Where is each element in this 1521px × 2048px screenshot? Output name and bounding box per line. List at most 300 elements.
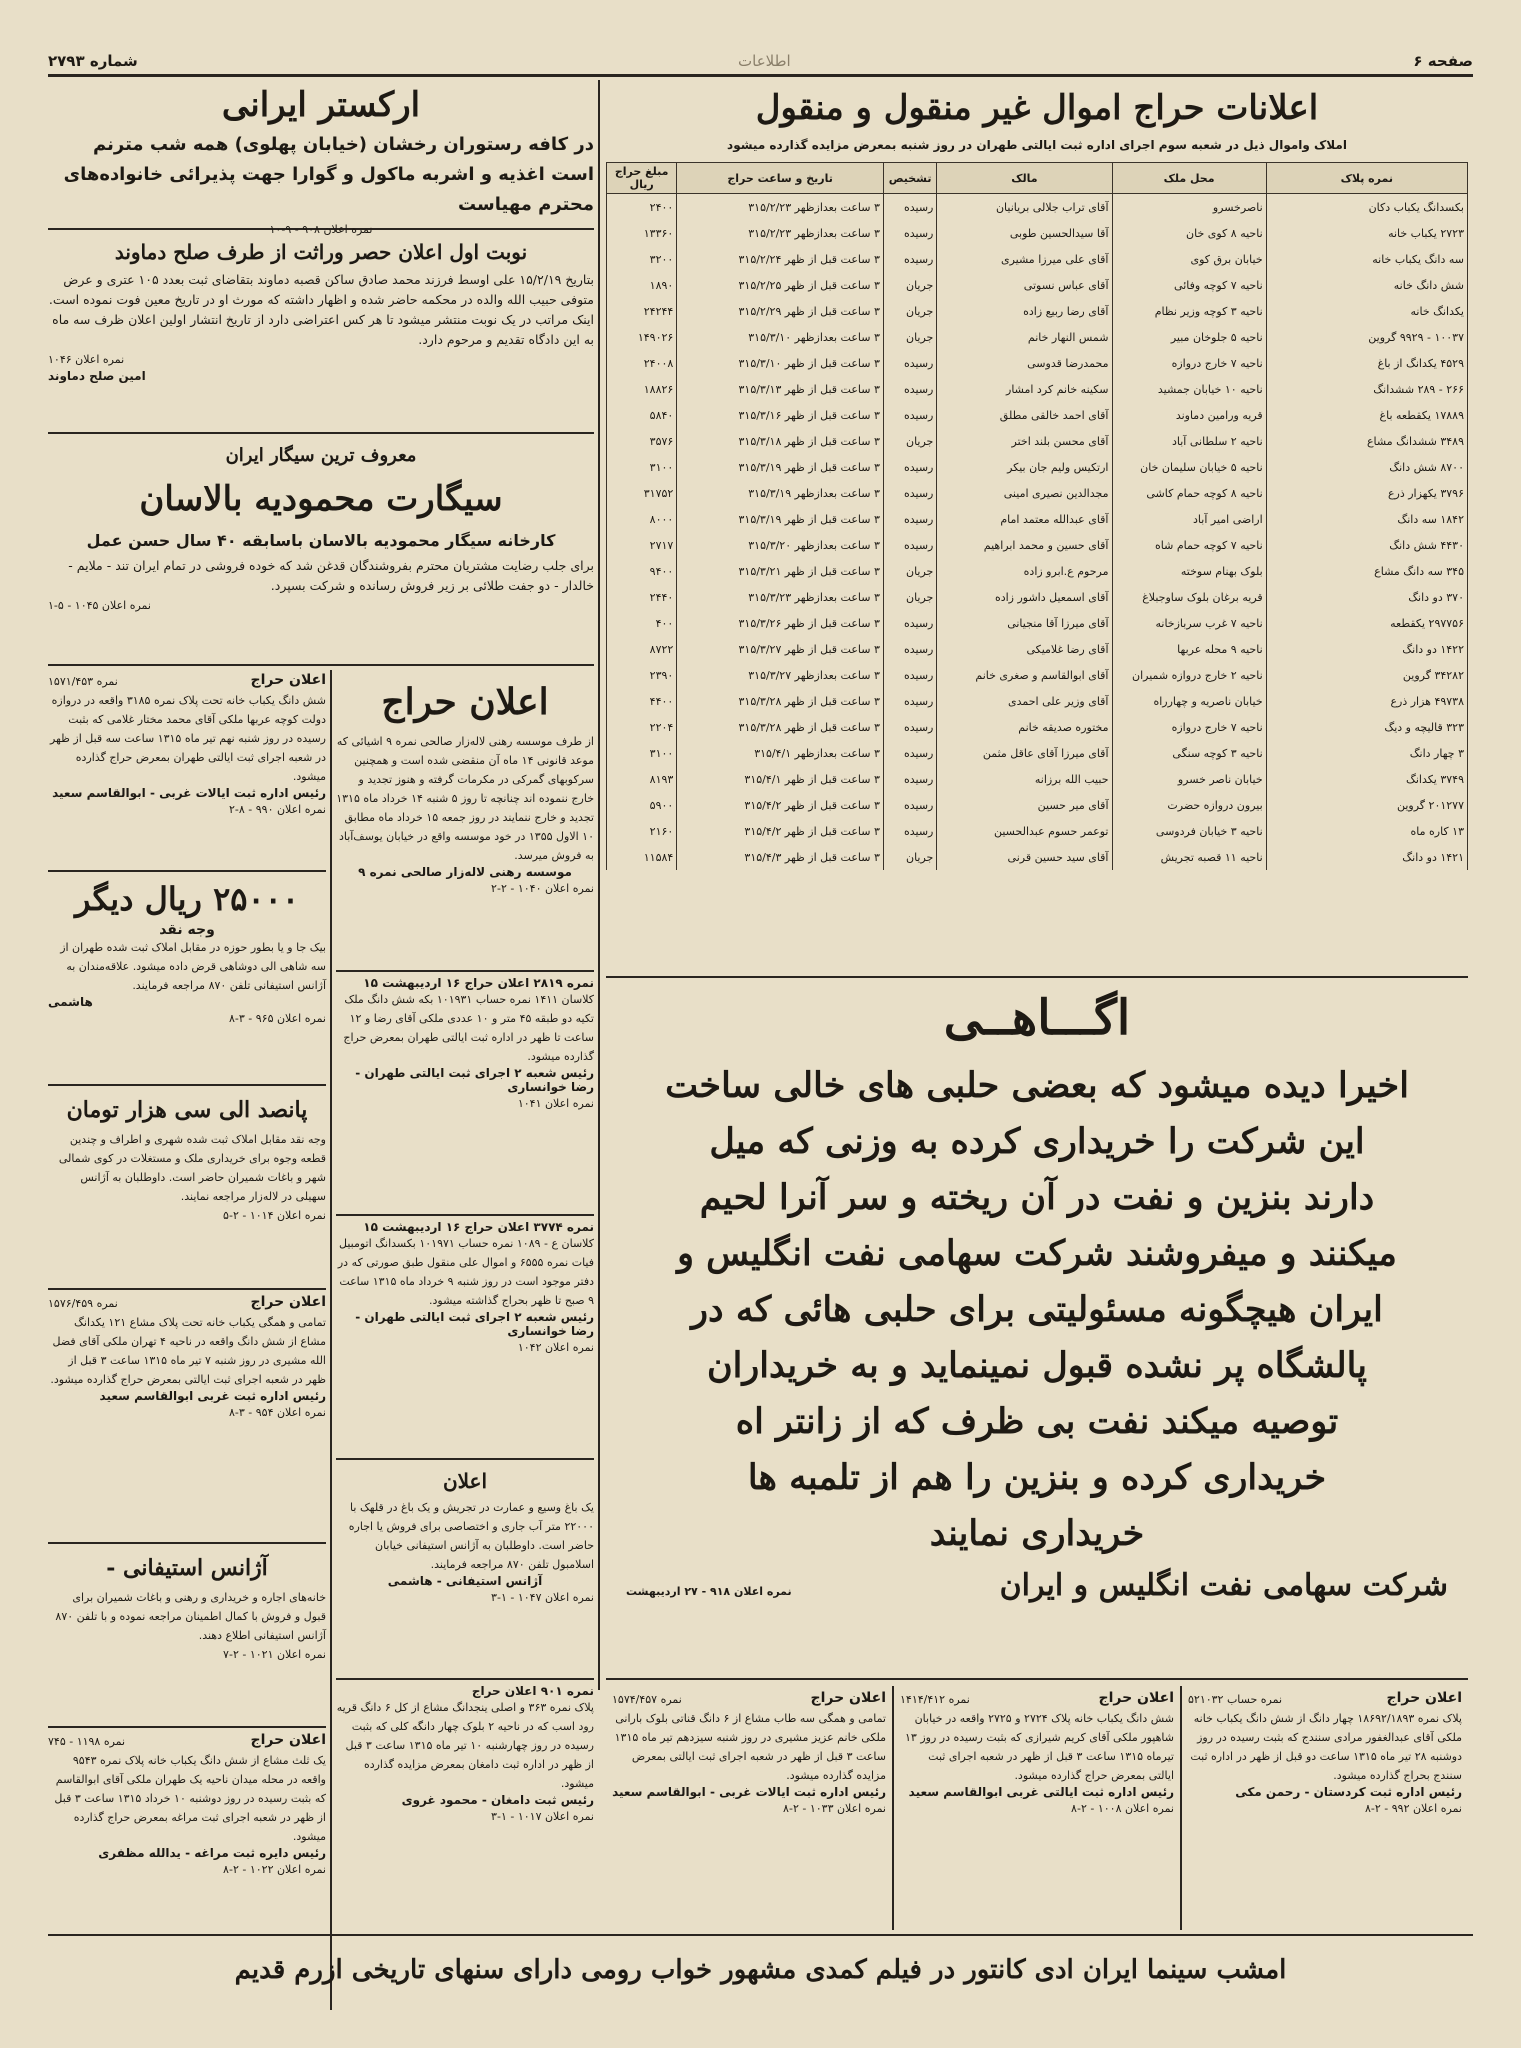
- cell-plate: ۱۴۲۱ دو دانگ: [1266, 844, 1467, 870]
- cell-status: رسیده: [883, 454, 936, 480]
- cell-location: ناصرخسرو: [1112, 194, 1266, 221]
- bottom-ad-footer: نمره اعلان ۹۹۲ - ۲-۸: [1364, 1802, 1462, 1815]
- ad-auction-left3-title: اعلان حراج: [250, 1732, 326, 1748]
- cell-owner: توعمر حسوم عبدالحسین: [937, 818, 1112, 844]
- table-row: [607, 454, 1468, 480]
- cell-plate: بکسدانگ یکباب دکان: [1266, 194, 1467, 221]
- cell-location: ناحیه ۷ کوچه حمام شاه: [1112, 532, 1266, 558]
- cell-plate: ۳۷۰ دو دانگ: [1266, 584, 1467, 610]
- bottom-ad-footer: نمره اعلان ۱۰۰۸ - ۲-۸: [1071, 1802, 1174, 1815]
- table-row: [607, 844, 1468, 870]
- table-row: [607, 428, 1468, 454]
- page-header: [48, 52, 1473, 74]
- col-status: تشخیص: [883, 163, 936, 194]
- cell-price: ۳۱۰۰: [607, 454, 677, 480]
- cell-location: خیابان ناصر خسرو: [1112, 766, 1266, 792]
- cell-plate: ۲۰۱۲۷۷ گروین: [1266, 792, 1467, 818]
- ad-center-4: [336, 1464, 594, 1680]
- cell-status: جریان: [883, 272, 936, 298]
- cell-date: ۳ ساعت قبل از ظهر ۳۱۵/۲/۲۵: [677, 272, 884, 298]
- cell-plate: ۲۶۶ - ۲۸۹ ششدانگ: [1266, 376, 1467, 402]
- cell-status: جریان: [883, 558, 936, 584]
- ad-center-big-footer: نمره اعلان ۱۰۴۰ - ۲-۲: [491, 882, 594, 895]
- cell-price: ۱۸۹۰: [607, 272, 677, 298]
- cell-owner: ارتکیس ولیم جان بیکر: [937, 454, 1112, 480]
- col-location: محل ملک: [1112, 163, 1266, 194]
- cell-location: ناحیه ۷ خارج دروازه: [1112, 714, 1266, 740]
- cell-location: ناحیه ۲ سلطانی آباد: [1112, 428, 1266, 454]
- table-row: [607, 766, 1468, 792]
- table-row: [607, 818, 1468, 844]
- ad-reward-signature: هاشمی: [48, 995, 93, 1009]
- cell-date: ۳ ساعت قبل از ظهر ۳۱۵/۲/۲۴: [677, 246, 884, 272]
- ad-auction-left-body: شش دانگ یکباب خانه تحت پلاک نمره ۳۱۸۵ واقعه در دروازه دولت کوچه عربها ملکی آقای محمد مختار غلامی که بثبت رسیده در روز شنبه نهم تیر ماه ۱۳۱۵ ساعت سه قبل از ظهر در شعبه اجرای ثبت ایالتی طهران بمعرض حراج گذارده میشود.: [49, 694, 326, 783]
- table-row: [607, 402, 1468, 428]
- ad-center-3-body: کلاسان ع - ۱۰۸۹ نمره حساب ۱۰۱۹۷۱ بکسدانگ اتومبیل فیات نمره ۶۵۵۵ و اموال علی منقول طبق صورتی که در دفتر موجود است در روز شنبه ۹ خرداد ماه ۱۳۱۵ ساعت ۹ صبح تا ظهر بحراج گذاشته میشود.: [337, 1237, 594, 1307]
- ad-center-2: [336, 976, 594, 1216]
- notice-title: اگـــاهــی: [943, 990, 1131, 1046]
- ad-auction-left2-number: نمره ۱۵۷۶/۴۵۹: [48, 1297, 118, 1310]
- ad-center-big: [336, 672, 594, 972]
- cell-plate: ۱۴۲۲ دو دانگ: [1266, 636, 1467, 662]
- cell-plate: ۳۷۴۹ یکدانگ: [1266, 766, 1467, 792]
- cell-owner: آقای سید حسین قرنی: [937, 844, 1112, 870]
- ad-center-4-signature: آژانس استیفانی - هاشمی: [387, 1574, 543, 1588]
- cell-plate: ۱۷۸۸۹ یکقطعه باغ: [1266, 402, 1467, 428]
- cell-price: ۸۱۹۳: [607, 766, 677, 792]
- notice-line: دارند بنزین و نفت در آن ریخته و سر آنرا لحیم: [699, 1177, 1375, 1218]
- table-header-row: [607, 163, 1468, 194]
- cell-price: ۲۴۰۰: [607, 194, 677, 221]
- inheritance-signature: امین صلح دماوند: [48, 369, 146, 383]
- bottom-ad-title: اعلان حراج: [1098, 1690, 1174, 1706]
- oil-company-notice: [606, 976, 1468, 1680]
- inheritance-notice: [48, 234, 594, 434]
- bottom-ad: [892, 1686, 1180, 1930]
- cell-plate: ۳۴۵ سه دانگ مشاع: [1266, 558, 1467, 584]
- cell-status: رسیده: [883, 636, 936, 662]
- cell-price: ۸۷۲۲: [607, 636, 677, 662]
- cell-date: ۳ ساعت قبل از ظهر ۳۱۵/۴/۳: [677, 844, 884, 870]
- cell-location: بیرون دروازه حضرت: [1112, 792, 1266, 818]
- cell-status: رسیده: [883, 532, 936, 558]
- notice-line: این شرکت را خریداری کرده به وزنی که میل: [709, 1121, 1365, 1162]
- bottom-ad-title: اعلان حراج: [810, 1690, 886, 1706]
- cigarette-body: برای جلب رضایت مشتریان محترم بفروشندگان قدغن شد که خوده فروشی در تمام ایران تند - ملایم - خالدار - دو جفت طلائی بر زیر فروش رسانده و شرکت بسپرد.: [68, 558, 594, 593]
- table-row: [607, 558, 1468, 584]
- cell-price: ۳۵۷۶: [607, 428, 677, 454]
- cell-date: ۳ ساعت قبل از ظهر ۳۱۵/۳/۱۳: [677, 376, 884, 402]
- cell-price: ۲۴۰۰۸: [607, 350, 677, 376]
- cell-date: ۳ ساعت بعدازظهر ۳۱۵/۴/۱: [677, 740, 884, 766]
- issue-number: شماره ۲۷۹۳: [48, 52, 138, 70]
- orchestra-footer: نمره اعلان ۹۰۸ - ۹-۱۰: [269, 223, 373, 236]
- table-row: [607, 532, 1468, 558]
- notice-footer: نمره اعلان ۹۱۸ - ۲۷ اردیبهشت: [626, 1585, 792, 1598]
- bottom-ad: [1180, 1686, 1468, 1930]
- cell-status: رسیده: [883, 766, 936, 792]
- cell-location: ناحیه ۷ غرب سربازخانه: [1112, 610, 1266, 636]
- cell-owner: آقای رضا ربیع زاده: [937, 298, 1112, 324]
- ad-reward-body: بیک جا و یا بطور حوزه در مقابل املاک ثبت شده طهران از سه شاهی الی دوشاهی قرض داده میشود. علاقه‌مندان به آژانس استیفانی تلفن ۸۷۰ مراجعه فرمایند.: [60, 941, 326, 992]
- ad-agency-title: آژانس استیفانی -: [106, 1555, 268, 1581]
- cell-date: ۳ ساعت قبل از ظهر ۳۱۵/۲/۲۹: [677, 298, 884, 324]
- cell-status: رسیده: [883, 402, 936, 428]
- cell-status: رسیده: [883, 610, 936, 636]
- ad-center-5-title: نمره ۹۰۱ اعلان حراج: [471, 1684, 594, 1698]
- orchestra-ad: [48, 80, 594, 236]
- cell-plate: ۳۷۹۶ یکهزار ذرع: [1266, 480, 1467, 506]
- cell-price: ۱۳۳۶۰: [607, 220, 677, 246]
- cell-price: ۵۹۰۰: [607, 792, 677, 818]
- cell-owner: مجدالدین نصیری امینی: [937, 480, 1112, 506]
- cell-date: ۳ ساعت قبل از ظهر ۳۱۵/۳/۲۱: [677, 558, 884, 584]
- cell-plate: ۸۷۰۰ شش دانگ: [1266, 454, 1467, 480]
- cigarette-ad: [48, 440, 594, 666]
- table-row: [607, 350, 1468, 376]
- ad-center-5: [336, 1684, 594, 1932]
- ad-auction-left3-signature: رئیس دایره ثبت مراغه - یدالله مظفری: [98, 1846, 326, 1860]
- ad-center-5-signature: رئیس ثبت دامغان - محمود غروی: [401, 1793, 594, 1807]
- cell-location: اراضی امیر آباد: [1112, 506, 1266, 532]
- cigarette-kicker: معروف ترین سیگار ایران: [225, 445, 417, 466]
- table-row: [607, 272, 1468, 298]
- cell-location: ناحیه ۳ خیابان فردوسی: [1112, 818, 1266, 844]
- cell-price: ۳۱۷۵۲: [607, 480, 677, 506]
- bottom-ad-body: تمامی و همگی سه طاب مشاع از ۶ دانگ قناتی بلوک بارانی ملکی خانم عزیز مشیری در روز شنبه سیزدهم تیر ماه ۱۳۱۵ ساعت ۳ قبل از ظهر در شعبه اجرای ثبت ایالتی بمعرض مزایده گذارده میشود.: [614, 1712, 886, 1782]
- orchestra-body: در کافه رستوران رخشان (خیابان پهلوی) همه شب مترنم است اغذیه و اشربه ماکول و گوارا جهت پذیرائی خانواده‌های محترم مهیاست: [63, 134, 594, 215]
- ad-center-big-title: اعلان حراج: [381, 681, 549, 723]
- bottom-ad-title: اعلان حراج: [1386, 1690, 1462, 1706]
- cell-plate: ۲۹۷۷۵۶ یکقطعه: [1266, 610, 1467, 636]
- cell-price: ۹۴۰۰: [607, 558, 677, 584]
- cell-location: بلوک بهنام سوخته: [1112, 558, 1266, 584]
- cell-status: جریان: [883, 298, 936, 324]
- table-row: [607, 714, 1468, 740]
- cell-location: ناحیه ۷ خارج دروازه: [1112, 350, 1266, 376]
- cell-location: ناحیه ۱۱ قصبه تجریش: [1112, 844, 1266, 870]
- cell-price: ۲۲۰۴: [607, 714, 677, 740]
- cell-owner: آقای میر حسین: [937, 792, 1112, 818]
- cell-owner: آقای میرزا آقای عاقل مثمن: [937, 740, 1112, 766]
- bottom-ad-body: پلاک نمره ۱۸۶۹۲/۱۸۹۳ چهار دانگ از شش دانگ یکباب خانه ملکی آقای عبدالغفور مرادی سنندج که بثبت رسیده در روز دوشنبه ۲۸ تیر ماه ۱۳۱۵ ساعت دو قبل از ظهر در اداره ثبت سنندج بحراج گذارده میشود.: [1190, 1712, 1462, 1782]
- ad-center-2-body: کلاسان ۱۴۱۱ نمره حساب ۱۰۱۹۳۱ بکه شش دانگ ملک تکیه دو طبقه ۴۵ متر و ۱۰ عددی ملکی آقای رضا و ۱۲ ساعت تا ظهر در اداره ثبت ایالتی طهران بمعرض حراج گذارده میشود.: [343, 993, 594, 1063]
- cell-owner: آقای میرزا آقا منجیانی: [937, 610, 1112, 636]
- cell-plate: ۳۲۳ قالیچه و دیگ: [1266, 714, 1467, 740]
- cell-owner: آقای احمد خالقی مطلق: [937, 402, 1112, 428]
- bottom-ads-row: [606, 1686, 1468, 1930]
- cell-location: ناحیه ۳ کوچه سنگی: [1112, 740, 1266, 766]
- cell-date: ۳ ساعت بعدازظهر ۳۱۵/۳/۲۷: [677, 662, 884, 688]
- cell-price: ۱۱۵۸۴: [607, 844, 677, 870]
- cell-date: ۳ ساعت قبل از ظهر ۳۱۵/۴/۱: [677, 766, 884, 792]
- cell-date: ۳ ساعت قبل از ظهر ۳۱۵/۳/۱۸: [677, 428, 884, 454]
- cell-price: ۱۴۹۰۲۶: [607, 324, 677, 350]
- page-number: صفحه ۶: [1413, 52, 1473, 70]
- ad-auction-left-number: نمره ۱۵۷۱/۴۵۳: [48, 675, 118, 688]
- cell-plate: ۱۸۴۲ سه دانگ: [1266, 506, 1467, 532]
- cell-status: رسیده: [883, 818, 936, 844]
- table-row: [607, 480, 1468, 506]
- inheritance-body: بتاریخ ۱۵/۲/۱۹ علی اوسط فرزند محمد صادق ساکن قصبه دماوند بتقاضای ثبت بعدد ۱۰۵ عتری و عرض متوفی حبیب الله والده در محکمه حاضر شده و اظهار داشته که مورث او در تاریخ معین فوت نموده است. اینک مراتب در یک نوبت منتشر میشود تا هر کس اعتراضی دارد از تاریخ انتشار اولین اعلان ظرف سه ماه به این دادگاه تقدیم و مرحوم دارد.: [48, 272, 594, 347]
- cell-owner: آقای ابوالقاسم و صغری خانم: [937, 662, 1112, 688]
- cell-date: ۳ ساعت بعدازظهر ۳۱۵/۳/۱۹: [677, 480, 884, 506]
- cell-location: خیابان ناصریه و چهارراه: [1112, 688, 1266, 714]
- notice-line: میکنند و میفروشند شرکت سهامی نفت انگلیس و: [677, 1233, 1397, 1274]
- cell-location: ناحیه ۲ خارج دروازه شمیران: [1112, 662, 1266, 688]
- cell-date: ۳ ساعت قبل از ظهر ۳۱۵/۳/۱۰: [677, 350, 884, 376]
- cell-plate: ۴۴۳۰ شش دانگ: [1266, 532, 1467, 558]
- cell-plate: ۳ چهار دانگ: [1266, 740, 1467, 766]
- cell-owner: مختوره صدیقه خانم: [937, 714, 1112, 740]
- cell-price: ۲۷۱۷: [607, 532, 677, 558]
- ad-auction-left-title: اعلان حراج: [250, 672, 326, 688]
- cell-plate: ۴۹۷۳۸ هزار ذرع: [1266, 688, 1467, 714]
- cell-price: ۳۱۰۰: [607, 740, 677, 766]
- ad-auction-left: [48, 672, 326, 872]
- cell-status: رسیده: [883, 714, 936, 740]
- cell-location: ناحیه ۱۰ خیابان جمشید: [1112, 376, 1266, 402]
- cell-owner: آقای علی میرزا مشیری: [937, 246, 1112, 272]
- cell-price: ۴۴۰۰: [607, 688, 677, 714]
- cell-date: ۳ ساعت بعدازظهر ۳۱۵/۳/۲۳: [677, 584, 884, 610]
- table-row: [607, 298, 1468, 324]
- table-row: [607, 506, 1468, 532]
- cell-status: رسیده: [883, 662, 936, 688]
- bottom-ad-signature: رئیس اداره ثبت ایالات غربی - ابوالقاسم سعید: [612, 1785, 886, 1799]
- cell-price: ۵۸۴۰: [607, 402, 677, 428]
- ad-center-big-body: از طرف موسسه رهنی لاله‌زار صالحی نمره ۹ اشیائی که موعد قانونی ۱۴ ماه آن منقضی شده است و همچنین سرکوبهای گمرکی در مکرمات گرفته و هنوز تجدید و خارج ننموده اند چنانچه تا روز ۵ شنبه ۱۴ خرداد ماه ۱۳۱۵ تجدید و خارج ننمایند در روز جمعه ۱۵ خرداد ماه مطابق ۱۰ الاول ۱۳۵۵ در خود موسسه واقع در خیابان یوسف‌آباد به فروش میرسد.: [336, 735, 594, 862]
- col-date: تاریخ و ساعت حراج: [677, 163, 884, 194]
- ad-auction-left2: [48, 1294, 326, 1544]
- cell-owner: آقای محسن بلند اختر: [937, 428, 1112, 454]
- cell-plate: شش دانگ خانه: [1266, 272, 1467, 298]
- cell-status: جریان: [883, 844, 936, 870]
- ad-reward-subtitle: وجه نقد: [159, 922, 215, 938]
- cell-plate: ۲۷۲۳ یکباب خانه: [1266, 220, 1467, 246]
- table-row: [607, 324, 1468, 350]
- cell-date: ۳ ساعت قبل از ظهر ۳۱۵/۳/۱۹: [677, 506, 884, 532]
- ad-auction-left3-number: نمره ۱۱۹۸ - ۷۴۵: [48, 1735, 126, 1748]
- cell-date: ۳ ساعت بعدازظهر ۳۱۵/۳/۲۰: [677, 532, 884, 558]
- cell-owner: آقای اسمعیل داشور زاده: [937, 584, 1112, 610]
- cell-price: ۲۳۹۰: [607, 662, 677, 688]
- ad-auction-left-footer: نمره اعلان ۹۹۰ - ۸-۲: [228, 803, 326, 816]
- orchestra-title: ارکستر ایرانی: [221, 85, 421, 125]
- ad-auction-left-signature: رئیس اداره ثبت ایالات غربی - ابوالقاسم سعید: [52, 786, 326, 800]
- cell-status: رسیده: [883, 740, 936, 766]
- ad-thirty-title: پانصد الی سی هزار تومان: [66, 1097, 308, 1123]
- table-row: [607, 584, 1468, 610]
- cell-status: رسیده: [883, 350, 936, 376]
- table-row: [607, 688, 1468, 714]
- bottom-ad-body: شش دانگ یکباب خانه پلاک ۲۷۲۴ و ۲۷۲۵ واقعه در خیابان شاهپور ملکی آقای کریم شیرازی که بثبت رسیده در روز ۱۳ تیرماه ۱۳۱۵ ساعت ۳ قبل از ظهر در شعبه اجرای ثبت ایالتی بمعرض حراج گذارده میشود.: [905, 1712, 1174, 1782]
- ad-center-4-title: اعلان: [442, 1469, 488, 1493]
- cell-status: رسیده: [883, 480, 936, 506]
- table-row: [607, 220, 1468, 246]
- cell-status: رسیده: [883, 376, 936, 402]
- inheritance-footer: نمره اعلان ۱۰۴۶: [48, 353, 125, 366]
- cell-status: جریان: [883, 584, 936, 610]
- ad-agency: [48, 1548, 326, 1728]
- ad-center-5-body: پلاک نمره ۳۶۳ و اصلی ینجدانگ مشاع از کل ۶ دانگ قریه رود اسب که در ناحیه ۲ بلوک چهار دانگه کلی که بثبت رسیده در روز چهارشنبه ۱۰ تیر ماه ۱۳۱۵ ساعت ۳ قبل از ظهر در اداره ثبت دامغان بمعرض مزایده گذارده میشود.: [336, 1701, 594, 1790]
- ad-reward-title: ۲۵۰۰۰ ریال دیگر: [74, 880, 300, 918]
- cell-date: ۳ ساعت قبل از ظهر ۳۱۵/۴/۲: [677, 792, 884, 818]
- column-divider-mid: [598, 970, 600, 1690]
- banner-rule: [48, 1934, 1473, 1936]
- ad-auction-left3: [48, 1732, 326, 1932]
- ad-thirty-footer: نمره اعلان ۱۰۱۴ - ۲-۵: [223, 1209, 326, 1222]
- cell-owner: مرحوم ع.ابرو زاده: [937, 558, 1112, 584]
- ad-center-3-signature: رئیس شعبه ۲ اجرای ثبت ایالتی طهران - رضا خوانساری: [355, 1310, 594, 1338]
- table-row: [607, 610, 1468, 636]
- cell-date: ۳ ساعت قبل از ظهر ۳۱۵/۳/۲۶: [677, 610, 884, 636]
- cell-price: ۳۲۰۰: [607, 246, 677, 272]
- cell-price: ۲۱۶۰: [607, 818, 677, 844]
- cell-location: ناحیه ۸ کوی خان: [1112, 220, 1266, 246]
- cell-status: رسیده: [883, 506, 936, 532]
- notice-line: پالشگاه پر نشده قبول نمینماید و به خریداران: [706, 1345, 1368, 1386]
- cell-status: رسیده: [883, 194, 936, 221]
- ad-auction-left2-footer: نمره اعلان ۹۵۴ - ۳-۸: [228, 1406, 326, 1419]
- cinema-banner: امشب سینما ایران ادی کانتور در فیلم کمدی مشهور خواب رومی دارای سنهای تاریخی ازرم قدیم: [234, 1955, 1287, 1985]
- ad-center-big-signature: موسسه رهنی لاله‌زار صالحی نمره ۹: [358, 865, 572, 879]
- masthead-mark: اطلاعات: [738, 52, 791, 70]
- table-row: [607, 636, 1468, 662]
- cell-date: ۳ ساعت قبل از ظهر ۳۱۵/۳/۲۸: [677, 688, 884, 714]
- bottom-ad-number: نمره ۱۵۷۴/۴۵۷: [612, 1693, 682, 1706]
- cell-owner: حبیب الله برزانه: [937, 766, 1112, 792]
- ad-auction-left2-body: تمامی و همگی یکباب خانه تحت پلاک مشاع ۱۲۱ یکدانگ مشاع از شش دانگ واقعه در ناحیه ۴ تهران ملکی آقای فضل الله مشیری در روز شنبه ۷ تیر ماه ۱۳۱۵ ساعت ۳ قبل از ظهر در شعبه اجرای ثبت ایالتی بمعرض حراج گذارده میشود.: [50, 1316, 326, 1386]
- cell-location: ناحیه ۹ محله عربها: [1112, 636, 1266, 662]
- table-row: [607, 792, 1468, 818]
- cell-status: رسیده: [883, 688, 936, 714]
- ad-agency-body: خانه‌های اجاره و خریداری و رهنی و باغات شمیران برای قبول و فروش با کمال اطمینان مراجعه نموده و با تلفن ۸۷۰ آژانس استیفانی اطلاع دهند.: [55, 1591, 326, 1642]
- ad-center-2-title: نمره ۲۸۱۹ اعلان حراج ۱۶ اردیبهشت ۱۵: [363, 976, 594, 990]
- cell-date: ۳ ساعت بعدازظهر ۳۱۵/۲/۲۳: [677, 220, 884, 246]
- col-price: مبلغ حراج ریال: [607, 163, 677, 194]
- ad-agency-footer: نمره اعلان ۱۰۲۱ - ۲-۷: [223, 1648, 326, 1661]
- ad-center-3-footer: نمره اعلان ۱۰۴۲: [517, 1341, 594, 1354]
- ad-auction-left3-body: یک ثلث مشاع از شش دانگ یکباب خانه پلاک نمره ۹۵۴۳ واقعه در محله میدان ناحیه یک طهران ملکی آقای ابوالقاسم که بثبت رسیده در روز دوشنبه ۱۰ خرداد ۱۳۱۵ ساعت ۳ قبل از ظهر در شعبه اجرای ثبت مراغه بمعرض حراج گذارده میشود.: [54, 1754, 326, 1843]
- notice-line: خریداری کرده و بنزین را هم از تلمبه ها: [747, 1457, 1327, 1498]
- bottom-ad-number: نمره ۱۴۱۴/۴۱۲: [900, 1693, 970, 1706]
- cell-plate: سه دانگ یکباب خانه: [1266, 246, 1467, 272]
- cell-location: ناحیه ۵ خیابان سلیمان خان: [1112, 454, 1266, 480]
- notice-line: خریداری نمایند: [929, 1513, 1145, 1554]
- cell-date: ۳ ساعت قبل از ظهر ۳۱۵/۴/۲: [677, 818, 884, 844]
- cell-status: جریان: [883, 324, 936, 350]
- cell-owner: آقای رضا غلامیکی: [937, 636, 1112, 662]
- ad-center-4-footer: نمره اعلان ۱۰۴۷ - ۱-۳: [491, 1591, 594, 1604]
- cell-plate: ۴۵۲۹ یکدانگ از باغ: [1266, 350, 1467, 376]
- table-row: [607, 194, 1468, 221]
- ad-auction-left2-signature: رئیس اداره ثبت غربی ابوالقاسم سعید: [99, 1389, 326, 1403]
- cigarette-line: کارخانه سیگار محمودیه بالاسان باسابقه ۴۰ سال حسن عمل: [86, 531, 556, 550]
- cell-location: قریه برغان بلوک ساوجبلاغ: [1112, 584, 1266, 610]
- ad-center-2-footer: نمره اعلان ۱۰۴۱: [517, 1097, 594, 1110]
- ad-thirty: [48, 1090, 326, 1290]
- cell-price: ۱۸۸۲۶: [607, 376, 677, 402]
- table-row: [607, 662, 1468, 688]
- cell-date: ۳ ساعت بعدازظهر ۳۱۵/۳/۱۰: [677, 324, 884, 350]
- cell-status: رسیده: [883, 246, 936, 272]
- cell-date: ۳ ساعت قبل از ظهر ۳۱۵/۳/۲۷: [677, 636, 884, 662]
- cell-price: ۲۴۲۴۴: [607, 298, 677, 324]
- auction-table: [606, 162, 1468, 870]
- cell-price: ۲۴۴۰: [607, 584, 677, 610]
- cell-plate: یکدانگ خانه: [1266, 298, 1467, 324]
- table-row: [607, 740, 1468, 766]
- cell-location: ناحیه ۵ جلوخان مبیر: [1112, 324, 1266, 350]
- ad-thirty-body: وجه نقد مقابل املاک ثبت شده شهری و اطراف و چندین قطعه وجوه برای خریداری ملک و مستغلات در کوی شمالی شهر و باغات شمیران حاضر است. داوطلبان به آژانس سهیلی در لاله‌زار مراجعه نمایند.: [58, 1133, 326, 1203]
- bottom-ad-signature: رئیس اداره ثبت کردستان - رحمن مکی: [1235, 1785, 1462, 1799]
- cell-status: رسیده: [883, 220, 936, 246]
- bottom-ad-number: نمره حساب ۵۲۱۰۳۲: [1188, 1693, 1283, 1706]
- notice-line: ایران هیچگونه مسئولیتی برای حلبی هائی که در: [691, 1289, 1383, 1330]
- cell-location: ناحیه ۳ کوچه وزیر نظام: [1112, 298, 1266, 324]
- auction-section: [606, 82, 1468, 970]
- cell-price: ۴۰۰: [607, 610, 677, 636]
- ad-auction-left2-title: اعلان حراج: [250, 1294, 326, 1310]
- cell-plate: ۱۳ کاره ماه: [1266, 818, 1467, 844]
- cell-owner: آقای عباس نسوتی: [937, 272, 1112, 298]
- header-rule: [48, 74, 1473, 77]
- column-divider: [598, 80, 600, 970]
- cell-plate: ۳۴۸۹ ششدانگ مشاع: [1266, 428, 1467, 454]
- cell-owner: آقای حسین و محمد ابراهیم: [937, 532, 1112, 558]
- cell-owner: آقای عبدالله معتمد امام: [937, 506, 1112, 532]
- ad-center-4-body: یک باغ وسیع و عمارت در تجریش و یک باغ در قلهک با ۲۲۰۰۰ متر آب جاری و اختصاصی برای فروش یا اجاره حاضر است. داوطلبان به آژانس استیفانی خیابان اسلامبول تلفن ۸۷۰ مراجعه فرمایند.: [348, 1501, 594, 1571]
- cell-plate: ۱۰۰۳۷ - ۹۹۲۹ گروین: [1266, 324, 1467, 350]
- auction-title: اعلانات حراج اموال غیر منقول و منقول: [755, 88, 1319, 128]
- cell-location: خیابان برق کوی: [1112, 246, 1266, 272]
- table-row: [607, 246, 1468, 272]
- cell-location: قریه ورامین دماوند: [1112, 402, 1266, 428]
- cell-date: ۳ ساعت قبل از ظهر ۳۱۵/۳/۱۶: [677, 402, 884, 428]
- cell-owner: آقای وزیر علی احمدی: [937, 688, 1112, 714]
- cigarette-footer: نمره اعلان ۱۰۴۵ - ۵-۱: [48, 599, 151, 612]
- ad-center-3-title: نمره ۳۷۷۴ اعلان حراج ۱۶ اردیبهشت ۱۵: [363, 1220, 594, 1234]
- cell-owner: سکینه خانم کرد امشار: [937, 376, 1112, 402]
- cell-location: ناحیه ۷ کوچه وفائی: [1112, 272, 1266, 298]
- col-owner: مالک: [937, 163, 1112, 194]
- bottom-ad-signature: رئیس اداره ثبت ایالتی غربی ابوالقاسم سعید: [908, 1785, 1174, 1799]
- cell-status: رسیده: [883, 792, 936, 818]
- auction-table-body: [607, 194, 1468, 871]
- ad-center-2-signature: رئیس شعبه ۲ اجرای ثبت ایالتی طهران - رضا خوانساری: [355, 1066, 594, 1094]
- ad-reward: [48, 876, 326, 1086]
- inheritance-title: نوبت اول اعلان حصر وراثت از طرف صلح دماوند: [114, 240, 528, 264]
- bottom-ad-footer: نمره اعلان ۱۰۳۳ - ۲-۸: [783, 1802, 886, 1815]
- auction-subtitle: املاک واموال ذیل در شعبه سوم اجرای اداره ثبت ایالتی طهران در روز شنبه بمعرض مزایده گذارده میشود: [727, 138, 1347, 152]
- cell-owner: محمدرضا قدوسی: [937, 350, 1112, 376]
- ad-center-5-footer: نمره اعلان ۱۰۱۷ - ۱-۳: [491, 1810, 594, 1823]
- cell-owner: آقای تراب جلالی بریانیان: [937, 194, 1112, 221]
- notice-company: شرکت سهامی نفت انگلیس و ایران: [999, 1568, 1448, 1603]
- cell-location: ناحیه ۸ کوچه حمام کاشی: [1112, 480, 1266, 506]
- col-plate: نمره پلاک: [1266, 163, 1467, 194]
- notice-line: اخیرا دیده میشود که بعضی حلبی های خالی ساخت: [665, 1065, 1409, 1106]
- ad-center-3: [336, 1220, 594, 1460]
- cell-price: ۸۰۰۰: [607, 506, 677, 532]
- cigarette-title: سیگارت محمودیه بالاسان: [139, 479, 503, 519]
- cell-status: جریان: [883, 428, 936, 454]
- cell-date: ۳ ساعت بعدازظهر ۳۱۵/۲/۲۳: [677, 194, 884, 221]
- notice-line: توصیه میکند نفت بی ظرف که از زانتر اه: [735, 1401, 1339, 1442]
- cell-owner: شمس النهار خانم: [937, 324, 1112, 350]
- ad-reward-footer: نمره اعلان ۹۶۵ - ۳-۸: [228, 1012, 326, 1025]
